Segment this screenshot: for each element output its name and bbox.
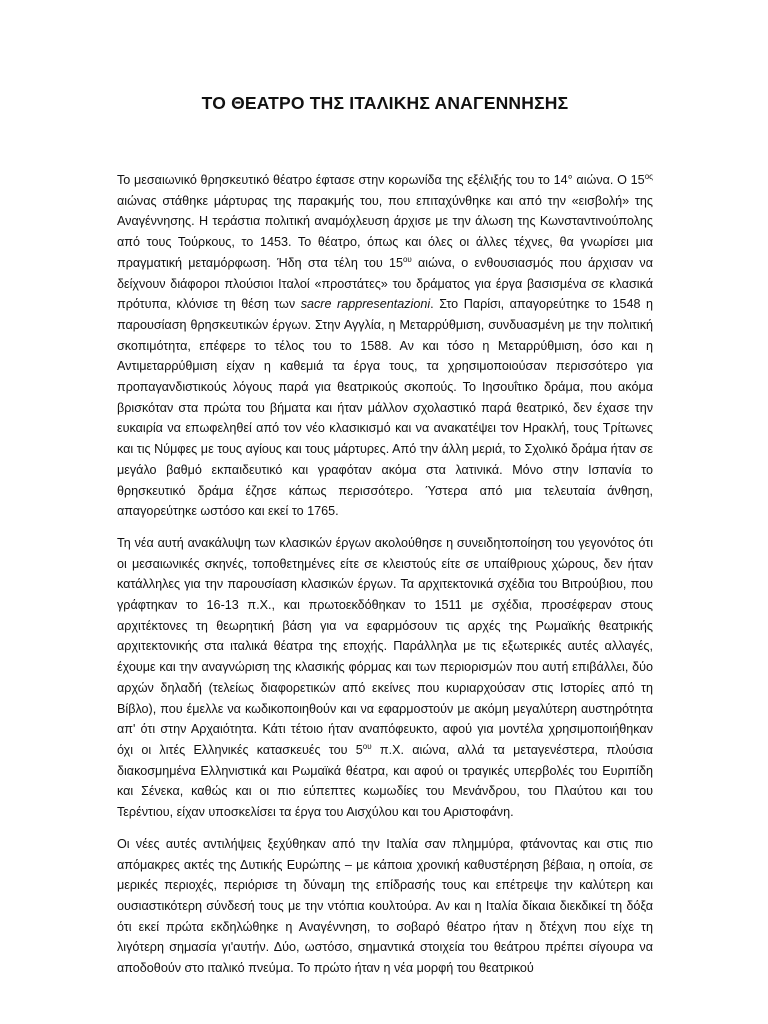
- paragraph-1-text-a: Το μεσαιωνικό θρησκευτικό θέατρο έφτασε στην κορωνίδα της εξέλιξής του το 14° αιώνα. Ο 15: [117, 173, 645, 187]
- document-body: [117, 170, 653, 979]
- superscript-ordinal: ου: [362, 741, 372, 751]
- paragraph-1-text-b: αιώνας στάθηκε μάρτυρας της παρακμής του, που επιταχύνθηκε και από την «εισβολή» της Αναγέννησης. Η τεράστια πολιτική αναμόχλευση άρχισε με την άλωση της Κωνσταντινούπολης από τους Τούρκους, το 1453. Το θέατρο, όπως και όλες οι άλλες τέχνες, θα γνωρίσει μια πραγματική μεταμόρφωση. Ήδη στα τέλη του 15: [117, 193, 653, 270]
- paragraph-1-text-c: αιώνα, ο ενθουσιασμός που άρχισαν να δείχνουν διάφοροι πλούσιοι Ιταλοί «προστάτες» του δράματος για έργα βασισμένα σε κλασικά πρότυπα, κλόνισε τη θέση των: [117, 255, 653, 312]
- paragraph-2-text-a: Τη νέα αυτή ανακάλυψη των κλασικών έργων ακολούθησε η συνειδητοποίηση του γεγονότος ότι οι μεσαιωνικές σκηνές, τοποθετημένες είτε σε κλειστούς είτε σε υπαίθριους χώρους, δεν ήταν κατάλληλες για την παρουσίαση κλασικών έργων. Τα αρχιτεκτονικά σχέδια του Βιτρούβιου, που γράφτηκαν το 16-13 π.Χ., και πρωτοεκδόθηκαν το 1511 με σχέδια, προσέφεραν στους αρχιτέκτονες τη θεωρητική βάση για να εφαρμόσουν τις αρχές της Ρωμαϊκής θεατρικής αρχιτεκτονικής στα ιταλικά θέατρα της εποχής. Παράλληλα με τις εξωτερικές αυτές αλλαγές, έχουμε και την αναγνώριση της κλασικής φόρμας και των περιορισμών που αυτή επιβάλλει, δύο αρχών δηλαδή (τελείως διαφορετικών από εκείνες που κυριαρχούσαν στις Ιστορίες από τη Βίβλο), που έμελλε να κωδικοποιηθούν και να εφαρμοστούν με ακόμη μεγαλύτερη αυστηρότητα απ' ότι στην Αρχαιότητα. Κάτι τέτοιο ήταν αναπόφευκτο, αφού για μοντέλα χρησιμοποιήθηκαν όχι οι λιτές Ελληνικές κατασκευές του 5: [117, 535, 653, 757]
- superscript-ordinal: ος: [644, 172, 653, 181]
- document-title: ΤΟ ΘΕΑΤΡΟ ΤΗΣ ΙΤΑΛΙΚΗΣ ΑΝΑΓΕΝΝΗΣΗΣ: [201, 93, 569, 113]
- superscript-ordinal: ου: [402, 254, 412, 264]
- paragraph-2-text-b: π.Χ. αιώνα, αλλά τα μεταγενέστερα, πλούσια διακοσμημένα Ελληνιστικά και Ρωμαϊκά θέατρα, και αφού οι τραγικές υπερβολές του Ευριπίδη και Σένεκα, καθώς και οι πιο εύπεπτες κωμωδίες του Μενάνδρου, του Πλαύτου και του Τερέντιου, είχαν υποσκελίσει τα έργα του Αισχύλου και του Αριστοφάνη.: [117, 742, 653, 820]
- paragraph-1: [117, 170, 653, 522]
- paragraph-3: [117, 834, 653, 979]
- italic-term: sacre rappresentazioni: [300, 297, 431, 312]
- paragraph-2: [117, 533, 653, 823]
- paragraph-3-text: Οι νέες αυτές αντιλήψεις ξεχύθηκαν από την Ιταλία σαν πλημμύρα, φτάνοντας και στις πιο απόμακρες ακτές της Δυτικής Ευρώπης – με κάποια χρονική καθυστέρηση βέβαια, η οποία, σε μερικές περιοχές, περιόρισε τη δύναμη της επίδρασής τους και επέτρεψε την καλύτερη και ουσιαστικότερη σύνδεσή τους με την ντόπια κουλτούρα. Αν και η Ιταλία δίκαια διεκδικεί τη δόξα ότι εκεί πρώτα εκδηλώθηκε η Αναγέννηση, το σοβαρό θέατρο ήταν η δτέχνη που είχε τη λιγότερη σημασία γι'αυτήν. Δύο, ωστόσο, σημαντικά στοιχεία του θεάτρου πρέπει σίγουρα να αποδοθούν στο ιταλικό πνεύμα. Το πρώτο ήταν η νέα μορφή του θεατρικού: [117, 836, 653, 976]
- paragraph-1-text-d: . Στο Παρίσι, απαγορεύτηκε το 1548 η παρουσίαση θρησκευτικών έργων. Στην Αγγλία, η Μεταρρύθμιση, συνδυασμένη με την πολιτική σκοπιμότητα, επέφερε το τέλος του το 1588. Αν και τόσο η Μεταρρύθμιση, όσο και η Αντιμεταρρύθμιση είχαν η καθεμιά τα έργα τους, τα χρησιμοποιούσαν περισσότερο για προπαγανδιστικούς λόγους παρά για θεατρικούς σκοπούς. Το Ιησουΐτικο δράμα, που ακόμα βρισκόταν στα πρώτα του βήματα και ήταν μάλλον σχολαστικό παρά θεατρικό, δεν έχασε την ευκαιρία να επωφεληθεί από τον νέο κλασικισμό και να ανακατέψει τον Ηρακλή, τους Τρίτωνες και τις Νύμφες με τους αγίους και τους μάρτυρες. Από την άλλη μεριά, το Σχολικό δράμα ήταν σε μεγάλο βαθμό εκπαιδευτικό και γραφόταν ακόμα στα λατινικά. Μόνο στην Ισπανία το θρησκευτικό δράμα έζησε κάπως περισσότερο. Ύστερα από μια τελευταία άνθηση, απαγορεύτηκε ωστόσο και εκεί το 1765.: [117, 297, 653, 519]
